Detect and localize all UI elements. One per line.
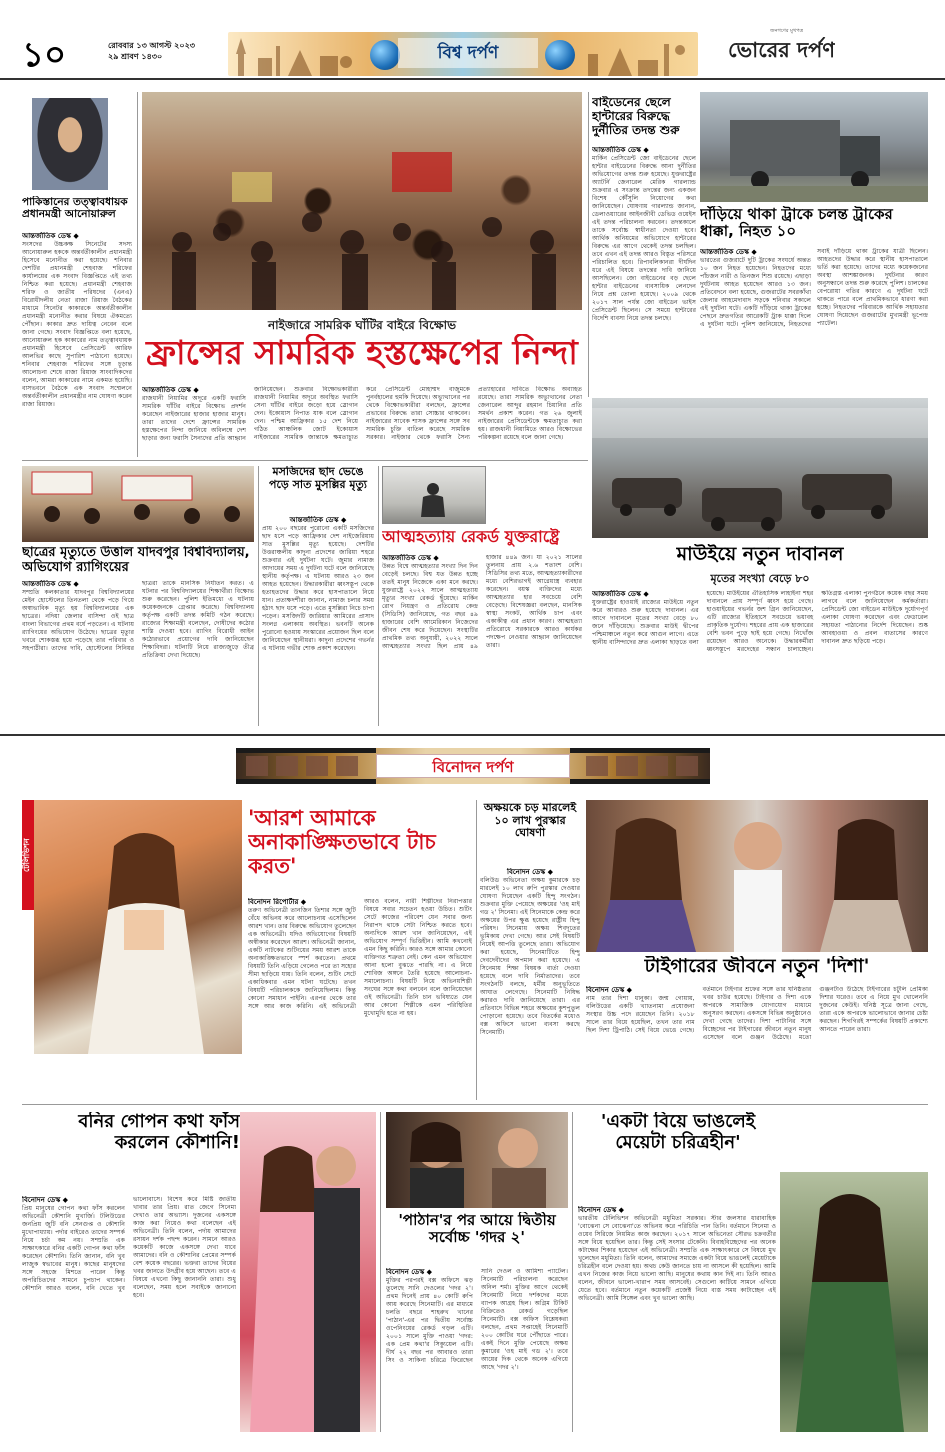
gadar-article — [386, 1268, 568, 1432]
niger-body: রাজধানী নিয়ামির অদূরে একটি ফরাসি সামরিক ঘাঁটির বাইরে বিক্ষোভ প্রদর্শন করেছেন নাইজারের হাজার হাজার মানুষ। তারা তাদের দেশে ফ্রান্সের সামরিক হস্তক্ষেপের নিন্দা জানিয়ে অবিলম্বে দেশ ছাড়ার জন্য ফরাসি সৈন্যদের প্রতি আহ্বান জানিয়েছেন। শুক্রবার বিক্ষোভকারীরা রাজধানী নিয়ামির অদূরে অবস্থিত ফরাসি সেনা ঘাঁটির বাইরে জড়ো হয়ে স্লোগান দেন। ইকোয়াস নিপাত যাক বলে স্লোগান দেন। পশ্চিম আফ্রিকার ১৫ দেশ নিয়ে গঠিত আঞ্চলিক জোট ইকোয়াস নাইজারের সামরিক জান্তাকে ক্ষমতাচ্যুত করে প্রেসিডেন্ট মোহাম্মদ বাজুমকে পুনর্বহালের হুমকি দিয়েছে। অভ্যুত্থানের পর থেকে বিক্ষোভকারীরা বলছেন, ফ্রান্সের প্রভাবের বিরুদ্ধে তারা সোচ্চার থাকবেন। নাইজারের সাবেক শাসক ফ্রান্সের সঙ্গে সব সামরিক চুক্তি বাতিল করেছে সামরিক সরকার। নাইজার থেকে ফরাসি সৈন্য প্রত্যাহারের দাবিতে বিক্ষোভ অব্যাহত রয়েছে। তারা সামরিক অভ্যুত্থানের নেতা জেনারেল আব্দুর রহমান চিয়ানির প্রতি সমর্থন প্রকাশ করেন। গত ২৬ জুলাই নাইজারের প্রেসিডেন্টকে ক্ষমতাচ্যুত করা হয়। রাজধানী নিয়ামিতে আরও বিক্ষোভের পরিকল্পনা রয়েছে বলে জানা গেছে। — [142, 386, 582, 442]
brand-tagline: জনগণের মুখপত্র — [770, 28, 804, 34]
akshay-body: বলিউড অভিনেতা অক্ষয় কুমারকে চড় মারলেই ১০ লাখ রুপি পুরস্কার দেওয়ার ঘোষণা দিয়েছেন একটি হিন্দু সংগঠন। শুক্রবার মুক্তি পেয়েছে অক্ষয়ের 'ওহ মাই গড ২' সিনেমা। এই সিনেমাকে কেন্দ্র করে অক্ষয়ের উপর ক্ষুব্ধ হয়েছে রাষ্ট্রীয় হিন্দু পরিষদ। সিনেমায় অক্ষয় শিবদূতের ভূমিকায় দেখা গেছে। আর সেই বিষয়টি নিয়েই আপত্তি তুলেছে তারা। অভিযোগ করা হয়েছে, সিনেমাটিতে হিন্দু দেবদেবীদের অপমান করা হয়েছে। এ সিনেমায় শিক্ষা বিষয়ক বার্তা দেওয়া হয়েছে বলে দাবি নির্মাতাদের। তবে সংগঠনটি বলছে, ধর্মীয় অনুভূতিতে আঘাত লেগেছে। সিনেমাটি নিষিদ্ধ করারও দাবি জানিয়েছে তারা। এর প্রতিবাদে বিভিন্ন শহরে অক্ষয়ের কুশপুতুল পোড়ানো হয়েছে। তবে বিতর্কের মধ্যেও বক্স অফিসে ভালো ব্যবসা করছে সিনেমাটি। — [480, 877, 580, 1036]
bonny-headline: বনির গোপন কথা ফাঁস করলেন কৌশানি! — [78, 1112, 240, 1153]
maui-byline: আন্তর্জাতিক ডেস্ক ◆ — [592, 590, 649, 598]
date-bengali: ২৯ শ্রাবণ ১৪৩০ — [108, 52, 163, 61]
section-rule — [22, 460, 588, 461]
maui-wildfire-photo — [592, 398, 928, 538]
suicide-article — [382, 554, 582, 726]
column-rule — [572, 1112, 573, 1432]
brand-logo: ভোরের দর্পণ — [728, 37, 836, 62]
biye-headline: 'একটা বিয়ে ভাঙলেই মেয়েটা চরিত্রহীন' — [600, 1112, 756, 1153]
disha-headline: টাইগারের জীবনে নতুন 'দিশা' — [644, 956, 870, 977]
suicide-byline: আন্তর্জাতিক ডেস্ক ◆ — [382, 554, 439, 562]
globe-icon — [370, 40, 400, 70]
jadavpur-protest-photo — [22, 466, 254, 542]
truck-headline: দাঁড়িয়ে থাকা ট্রাকে চলন্ত ট্রাকের ধাক্কা, নিহত ১০ — [700, 206, 893, 241]
gadar-pathaan-photo — [386, 1112, 568, 1208]
globe-icon — [545, 40, 575, 70]
couple-illustration — [240, 1112, 376, 1432]
gadar-headline: 'পাঠান'র পর আয়ে দ্বিতীয় সর্বোচ্চ 'গদর ২' — [398, 1212, 556, 1247]
akshay-article — [480, 868, 580, 1100]
column-rule — [378, 466, 379, 726]
truck-illustration — [700, 92, 928, 202]
disha-article — [586, 986, 928, 1100]
niger-byline: আন্তর্জাতিক ডেস্ক ◆ — [142, 386, 199, 394]
jadavpur-article — [22, 580, 254, 726]
gadar-byline: বিনোদন ডেস্ক ◆ — [386, 1268, 433, 1276]
mosque-article — [262, 516, 374, 726]
date-line — [108, 40, 195, 62]
jadavpur-byline: আন্তর্জাতিক ডেস্ক ◆ — [22, 580, 79, 588]
arosh-headline: 'আরশ আমাকে অনাকাঙ্ক্ষিতভাবে টাচ করত' — [248, 806, 436, 879]
disha-tiger-photo — [586, 800, 928, 952]
gadar-body: মুক্তির পরপরই বক্স অফিসে ঝড় তুলেছে সানি দেওলের 'গদর ২'। প্রথম দিনেই প্রায় ৪০ কোটি রুপি আয় করেছে সিনেমাটি। এর মাধ্যমে চলতি বছরে শাহরুখ খানের 'পাঠান'-এর পর দ্বিতীয় সর্বোচ্চ ওপেনিংয়ের রেকর্ড গড়ল এটি। ২০০১ সালে মুক্তি পাওয়া 'গদর: এক প্রেম কথা'র সিক্যুয়েল এটি। দীর্ঘ ২২ বছর পর আবারও তারা সিং ও সাকিনা চরিত্রে ফিরেছেন সানি দেওল ও আমিশা প্যাটেল। সিনেমাটি পরিচালনা করেছেন অনিল শর্মা। মুক্তির আগে থেকেই সিনেমাটি নিয়ে দর্শকদের মধ্যে ব্যাপক আগ্রহ ছিল। অগ্রিম টিকিট বিক্রিতেও রেকর্ড গড়েছিল সিনেমাটি। বক্স অফিস বিশ্লেষকরা বলছেন, প্রথম সপ্তাহেই সিনেমাটি ২০০ কোটির ঘরে পৌঁছাতে পারে। একই দিনে মুক্তি পেয়েছে অক্ষয় কুমারের 'ওহ মাই গড ২'। তবে আয়ের দিক থেকে অনেক এগিয়ে আছে 'গদর ২'। — [386, 1268, 568, 1371]
disha-body: নাম তার দিশা ধানুকা। জন্ম গোয়ায়, বলিউডের একটি খ্যাতনামা প্রযোজনা সংস্থার উচ্চ পদে রয়েছেন তিনি। ২০১৮ সালে তার বিয়ে হয়েছিল, তখন তার নাম ছিল দিশা ট্রিপাঠি। সেই বিয়ে ভেঙে গেছে। বর্তমানে টাইগার শ্রফের সঙ্গে তার ঘনিষ্ঠতার খবর চাউর হয়েছে। টাইগার ও দিশা একে অপরকে সামাজিক যোগাযোগ মাধ্যমে অনুসরণ করছেন। একসঙ্গে বিভিন্ন অনুষ্ঠানেও দেখা গেছে তাদের। দিশা পাটানির সঙ্গে বিচ্ছেদের পর টাইগারের জীবনে নতুন মানুষ এসেছেন বলে গুঞ্জন উঠেছে। মতো গুঞ্জনটাও উঠেছে টাইগারের চটুলি প্রেমিকা দিশার ঘরেও। তবে এ নিয়ে মুখ খোলেননি দুজনের কেউই। ঘনিষ্ঠ সূত্রে জানা গেছে, তারা একে অপরকে ভালোভাবে জানার চেষ্টা করছেন। শিগগিরই সম্পর্কের বিষয়টি প্রকাশ্যে আনতে পারেন তারা। — [586, 986, 928, 1041]
protest-illustration — [22, 466, 254, 542]
madhumita-photo — [780, 1172, 928, 1432]
pakistan-headline: পাকিস্তানের তত্ত্বাবধায়ক প্রধানমন্ত্রী আনোয়ারুল — [22, 196, 128, 221]
section-rule — [22, 1104, 928, 1105]
maui-headline: মাউইয়ে নতুন দাবানল — [676, 544, 844, 565]
hunter-body: মার্কিন প্রেসিডেন্ট জো বাইডেনের ছেলে হান্টার বাইডেনের বিরুদ্ধে আনা দুর্নীতির অভিযোগের তদন্ত শুরু হয়েছে। যুক্তরাষ্ট্রের অ্যাটর্নি জেনারেল মেরিক গারল্যান্ড শুক্রবার এ সংক্রান্ত তদন্তের জন্য একজন বিশেষ কৌঁসুলি নিয়োগের কথা জানিয়েছেন। ঘোষণায় গারল্যান্ড জানান, ডেলাওয়্যারের আইনজীবী ডেভিড ওয়েইস এই তদন্ত পরিচালনা করবেন। তদন্তকালে তাকে সর্বোচ্চ স্বাধীনতা দেওয়া হবে। আর্থিক অনিয়মের অভিযোগে হান্টারের বিরুদ্ধে এর আগে থেকেই তদন্ত চলছিল। তবে এখন এই তদন্ত আরও বিস্তৃত পরিসরে পরিচালিত হবে। রিপাবলিকানরা দীর্ঘদিন ধরে এই বিষয়ে তদন্তের দাবি জানিয়ে আসছিলেন। জো বাইডেনের বড় ছেলে হান্টার বাইডেনের ব্যবসায়িক লেনদেন নিয়ে প্রশ্ন তোলা হয়েছে। ২০০৯ থেকে ২০১৭ সাল পর্যন্ত জো বাইডেন ভাইস প্রেসিডেন্ট ছিলেন। সে সময়ে হান্টারের বিদেশি ব্যবসা নিয়ে তদন্ত চলছে। — [592, 155, 696, 322]
arosh-body: তরুণ অভিনেত্রী তানজিন তিশার সঙ্গে জুটি বেঁধে অভিনয় করে আলোচনায় এসেছিলেন আরশ খান। তার বিরুদ্ধে অভিযোগ তুলেছেন এক অভিনেত্রী। যদিও অভিযোগের বিষয়টি অস্বীকার করেছেন আরশ। অভিনেত্রী জানান, একটি নাটকের শুটিংয়ের সময় আরশ তাকে অনাকাঙ্ক্ষিতভাবে স্পর্শ করতেন। প্রথমে বিষয়টি তিনি এড়িয়ে গেলেও পরে তা সহ্যের সীমা ছাড়িয়ে যায়। তিনি বলেন, শুটিং সেটে একাধিকবার এমন ঘটনা ঘটেছে। তখন বিষয়টি পরিচালককে জানিয়েছিলাম। কিন্তু কোনো সমাধান পাইনি। এরপর থেকে তার সঙ্গে আর কাজ করিনি। এই অভিনেত্রী আরও বলেন, নারী শিল্পীদের নিরাপত্তার বিষয়ে সবার সচেতন হওয়া উচিত। শুটিং সেটে কাজের পরিবেশ যেন সবার জন্য নিরাপদ থাকে সেটা নিশ্চিত করতে হবে। অন্যদিকে আরশ খান জানিয়েছেন, এই অভিযোগ সম্পূর্ণ ভিত্তিহীন। আমি কখনোই এমন কিছু করিনি। কারও সঙ্গে আমার কোনো ব্যক্তিগত শত্রুতা নেই। কেন এমন অভিযোগ আনা হলো বুঝতে পারছি না। এ নিয়ে শোবিজ অঙ্গনে তৈরি হয়েছে আলোচনা-সমালোচনা। বিষয়টি নিয়ে অভিনয়শিল্পী সংঘের সঙ্গে কথা বলবেন বলে জানিয়েছেন ওই অভিনেত্রী। তিনি চান ভবিষ্যতে যেন আর কোনো শিল্পীকে এমন পরিস্থিতির মুখোমুখি হতে না হয়। — [248, 898, 472, 1017]
bonny-koushani-photo — [240, 1112, 376, 1432]
column-rule — [476, 800, 477, 1100]
disha-byline: বিনোদন ডেস্ক ◆ — [586, 986, 633, 994]
column-rule — [137, 92, 138, 457]
tv-side-label: টেলিভিশন — [22, 838, 31, 872]
column-rule — [258, 466, 259, 726]
truck-article — [700, 248, 928, 396]
mosque-body: প্রায় ২০০ বছরের পুরোনো একটি মসজিদের ছাদ ধসে পড়ে আফ্রিকার দেশ নাইজেরিয়ায় সাত মুসল্লির মৃত্যু হয়েছে। দেশটির উত্তরাঞ্চলীয় কাদুনা প্রদেশের জারিয়া শহরে শুক্রবার এই দুর্ঘটনা ঘটে। জুমার নামাজ আদায়ের সময় এ দুর্ঘটনা ঘটে বলে জানিয়েছে স্থানীয় কর্তৃপক্ষ। এ ঘটনায় আরও ২৩ জন আহত হয়েছেন। উদ্ধারকারীরা ধ্বংসস্তূপ থেকে হতাহতদের উদ্ধার করে হাসপাতালে নিয়ে যান। প্রত্যক্ষদর্শীরা জানান, নামাজ চলার সময় হঠাৎ ছাদ ধসে পড়ে। এতে মুসল্লিরা নিচে চাপা পড়েন। মসজিদটি জারিয়ার আমিরের প্রাসাদ সংলগ্ন এলাকায় অবস্থিত। ভবনটি অনেক পুরোনো হওয়ায় সংস্কারের প্রয়োজন ছিল বলে জানিয়েছেন স্থানীয়রা। কাদুনা প্রদেশের গভর্নর এ ঘটনায় গভীর শোক প্রকাশ করেছেন। — [262, 525, 374, 652]
crowd-illustration — [142, 92, 582, 310]
hunter-headline: বাইডেনের ছেলে হান্টারের বিরুদ্ধে দুর্নীতির তদন্ত শুরু — [592, 96, 680, 137]
sitting-figure-illustration — [383, 467, 486, 524]
actress-portrait-illustration — [780, 1172, 928, 1432]
niger-kicker: নাইজারে সামরিক ঘাঁটির বাইরে বিক্ষোভ — [267, 318, 457, 332]
suicide-body: উন্নত বিশ্বে আত্মহত্যার সংখ্যা দিন দিন বেড়েই চলছে। বিশ্ব যত উন্নত হচ্ছে ততই মানুষ নিজেকে একা মনে করছে। যুক্তরাষ্ট্রে ২০২২ সালে আত্মহত্যায় মৃত্যুর সংখ্যা রেকর্ড ছুঁয়েছে। মার্কিন রোগ নিয়ন্ত্রণ ও প্রতিরোধ কেন্দ্র (সিডিসি) জানিয়েছে, গত বছর ৪৯ হাজারের বেশি আমেরিকান নিজেদের জীবন শেষ করে দিয়েছেন। সংস্থাটির প্রাথমিক তথ্য অনুযায়ী, ২০২২ সালে আত্মহত্যার সংখ্যা ছিল প্রায় ৪৯ হাজার ৪৪৯ জন। যা ২০২১ সালের তুলনায় প্রায় ২.৬ শতাংশ বেশি। সিডিসির তথ্য মতে, আত্মহত্যাকারীদের মধ্যে বেশিরভাগই আগ্নেয়াস্ত্র ব্যবহার করেছেন। বয়স্ক ব্যক্তিদের মধ্যে আত্মহত্যার হার সবচেয়ে বেশি বেড়েছে। বিশেষজ্ঞরা বলছেন, মানসিক স্বাস্থ্য সংকট, আর্থিক চাপ এবং একাকীত্ব এর প্রধান কারণ। আত্মহত্যা প্রতিরোধে সরকারকে আরও কার্যকর পদক্ষেপ নেওয়ার আহ্বান জানিয়েছেন তারা। — [382, 554, 582, 650]
bonny-article — [22, 1196, 236, 1432]
biye-body: ভারতীয় টেলিভিশন অভিনেত্রী মধুমিতা সরকার। স্টার জলসার ধারাবাহিক 'বোঝেনা সে বোঝেনা'তে অভিনয় করে পরিচিতি পান তিনি। বর্তমানে সিনেমা ও ওয়েব সিরিজে নিয়মিত কাজ করছেন। ২০১৭ সালে অভিনেতা সৌরভ চক্রবর্তীর সঙ্গে বিয়ে হয়েছিল তার। কিন্তু সেই সংসার টেকেনি। বিবাহবিচ্ছেদের পর অনেক কটাক্ষের শিকার হয়েছেন এই অভিনেত্রী। সম্প্রতি এক সাক্ষাৎকারে সে বিষয়ে মুখ খুলেছেন মধুমিতা। তিনি বলেন, আমাদের সমাজে একটা বিয়ে ভাঙলেই মেয়েটাকে চরিত্রহীন বলে দেওয়া হয়। অথচ কেউ জানতে চায় না আসলে কী হয়েছিল। আমি এখন নিজের কাজ নিয়ে ভালো আছি। মানুষের কথায় কান দিই না। তিনি আরও বলেন, জীবনে ভালো-খারাপ সময় আসবেই। সেগুলো কাটিয়ে সামনে এগিয়ে যেতে হবে। বর্তমানে নতুন কয়েকটি প্রজেক্ট নিয়ে ব্যস্ত সময় কাটাচ্ছেন এই অভিনেত্রী। আমি সিঙ্গেল এবং খুব ভালো আছি। — [578, 1215, 776, 1302]
hunter-article — [592, 146, 696, 396]
truck-body: ভারতের গুজরাটে দুটি ট্রাকের সংঘর্ষে অন্তত ১০ জন নিহত হয়েছেন। নিহতদের মধ্যে পাঁচজন নারী ও তিনজন শিশু রয়েছে। এছাড়া দুর্ঘটনায় আহত হয়েছেন আরও ১৩ জন। প্রতিবেদনে বলা হয়েছে, গুজরাটের সবরকাঁথা জেলার আহমেদাবাদ সড়কে শনিবার সকালে এই দুর্ঘটনা ঘটে। একটি দাঁড়িয়ে থাকা ট্রাকের পেছনে দ্রুতগতির আরেকটি ট্রাক ধাক্কা দিলে এ দুর্ঘটনা ঘটে। পুলিশ জানিয়েছে, নিহতদের সবাই দাঁড়িয়ে থাকা ট্রাকের যাত্রী ছিলেন। আহতদের উদ্ধার করে স্থানীয় হাসপাতালে ভর্তি করা হয়েছে। তাদের মধ্যে কয়েকজনের অবস্থা আশঙ্কাজনক। দুর্ঘটনার কারণ অনুসন্ধানে তদন্ত শুরু করেছে পুলিশ। চালকের বেপরোয়া গতির কারণে এ দুর্ঘটনা ঘটে থাকতে পারে বলে প্রাথমিকভাবে ধারণা করা হচ্ছে। নিহতদের পরিবারকে আর্থিক সহায়তার ঘোষণা দিয়েছেন গুজরাটের মুখ্যমন্ত্রী ভূপেন্দ্র প্যাটেল। — [700, 248, 928, 328]
column-rule — [380, 1112, 381, 1432]
biye-byline: বিনোদন ডেস্ক ◆ — [578, 1206, 625, 1214]
page-number: ১০ — [22, 35, 67, 75]
niger-headline: ফ্রান্সের সামরিক হস্তক্ষেপের নিন্দা — [146, 334, 578, 372]
hunter-byline: আন্তর্জাতিক ডেস্ক ◆ — [592, 146, 649, 154]
pakistan-byline: আন্তর্জাতিক ডেস্ক ◆ — [22, 232, 79, 240]
suicide-photo — [382, 466, 486, 524]
column-rule — [588, 92, 589, 397]
entertainment-title: বিনোদন দর্পণ — [376, 754, 570, 778]
akshay-byline: বিনোদন ডেস্ক ◆ — [506, 868, 554, 876]
maui-body: যুক্তরাষ্ট্রের হাওয়াই রাজ্যের মাউইয়ে নতুন করে আবারও শুরু হয়েছে দাবানল। এর আগে দাবানলে মৃতের সংখ্যা বেড়ে ৮০ জনে দাঁড়িয়েছে। শুক্রবার মাউই দ্বীপের পশ্চিমাঞ্চলে নতুন করে আগুন লাগে। এতে স্থানীয় বাসিন্দাদের দ্রুত এলাকা ছাড়তে বলা হয়েছে। মাউইয়ের ঐতিহাসিক লাহাইনা শহর দাবানলে প্রায় সম্পূর্ণ ধ্বংস হয়ে গেছে। হাওয়াইয়ের গভর্নর জশ গ্রিন জানিয়েছেন, এটি রাজ্যের ইতিহাসে সবচেয়ে ভয়াবহ প্রাকৃতিক দুর্যোগ। শহরের প্রায় এক হাজারের বেশি ভবন পুড়ে ছাই হয়ে গেছে। নিখোঁজ রয়েছেন আরও অনেকে। উদ্ধারকর্মীরা ধ্বংসস্তূপে মরদেহের সন্ধান চালাচ্ছেন। ক্ষতিগ্রস্ত এলাকা পুনর্গঠনে কয়েক বছর সময় লাগবে বলে জানিয়েছেন কর্মকর্তারা। প্রেসিডেন্ট জো বাইডেন মাউইকে দুর্যোগপূর্ণ এলাকা ঘোষণা করেছেন এবং ফেডারেল সহায়তা পাঠানোর নির্দেশ দিয়েছেন। শুষ্ক আবহাওয়া ও প্রবল বাতাসের কারণে দাবানল দ্রুত ছড়িয়ে পড়ে। — [592, 590, 928, 653]
pakistan-body: সংসদের উচ্চকক্ষ সিনেটের সদস্য আনোয়ারুল হককে অন্তর্বর্তীকালীন প্রধানমন্ত্রী হিসেবে মনোনীত করা হয়েছে। শনিবার দেশটির প্রধানমন্ত্রী শেহবাজ শরিফের কার্যালয়ের এক সংবাদ বিজ্ঞপ্তিতে এই তথ্য নিশ্চিত করা হয়েছে। প্রধানমন্ত্রী শেহবাজ শরিফ ও জাতীয় পরিষদের (এনএ) বিরোধীদলীয় নেতা রাজা রিয়াজ বৈঠকের মাধ্যমে সিনেটর কাকারকে অন্তর্বর্তীকালীন প্রধানমন্ত্রী মনোনীত করার বিষয়ে ঐকমত্যে পৌঁছান। কাকার দ্রুত দায়িত্ব নেবেন বলে জানা গেছে। সংবাদ বিজ্ঞপ্তিতে বলা হয়েছে, আনোয়ারুল হক কাকারের নাম তত্ত্বাবধায়ক প্রধানমন্ত্রী হিসেবে প্রেসিডেন্ট আরিফ আলভির কাছে সুপারিশ পাঠানো হয়েছে। শনিবার শেহবাজ শরিফের সঙ্গে চূড়ান্ত আলোচনা শেষে রাজা রিয়াজ সাংবাদিকদের বলেন, আমরা কাকারের নামে একমত হয়েছি। বাসভবনে বৈঠকে এক সংবাদ সম্মেলনে অন্তর্বর্তীকালীন প্রধানমন্ত্রীর নাম ঘোষণা করেন রাজা রিয়াজ। — [22, 241, 132, 408]
niger-protest-photo — [142, 92, 582, 310]
trio-illustration — [586, 800, 928, 952]
actress-illustration — [34, 800, 242, 1054]
arosh-byline: বিনোদন রিপোর্টার ◆ — [248, 898, 307, 906]
suicide-headline: আত্মহত্যায় রেকর্ড যুক্তরাষ্ট্রে — [382, 528, 560, 546]
akshay-headline: অক্ষয়কে চড় মারলেই ১০ লাখ পুরস্কার ঘোষণা — [483, 802, 577, 840]
truck-byline: আন্তর্জাতিক ডেস্ক ◆ — [700, 248, 757, 256]
burnt-cars-illustration — [592, 398, 928, 538]
two-actors-illustration — [386, 1112, 568, 1208]
section-title: বিশ্ব দর্পণ — [398, 38, 538, 68]
jadavpur-body: সম্প্রতি কলকাতার যাদবপুর বিশ্ববিদ্যালয়ের মেইন হোস্টেলের তিনতলা থেকে পড়ে গিয়ে অস্বাভাবিক মৃত্যু হয় বিশ্ববিদ্যালয়ের এক ছাত্রের। নদিয়া জেলার বাসিন্দা ওই ছাত্র বাংলা বিভাগের প্রথম বর্ষে পড়তেন। এ ঘটনায় র‍্যাগিংয়ের অভিযোগ উঠেছে। ছাত্রের মৃত্যুর খবরে শোকস্তব্ধ হয়ে পড়েছে তার পরিবার ও সহপাঠীরা। তাদের দাবি, হোস্টেলের সিনিয়র ছাত্ররা তাকে মানসিক নির্যাতন করত। এ ঘটনার পর বিশ্ববিদ্যালয়ের শিক্ষার্থীরা বিক্ষোভ শুরু করেছেন। পুলিশ ইতিমধ্যে এ ঘটনায় কয়েকজনকে গ্রেপ্তার করেছে। বিশ্ববিদ্যালয় কর্তৃপক্ষ একটি তদন্ত কমিটি গঠন করেছে। রাজ্যের শিক্ষামন্ত্রী বলেছেন, দোষীদের কঠোর শাস্তি দেওয়া হবে। র‍্যাগিং বিরোধী আইন কঠোরভাবে প্রয়োগের দাবি জানিয়েছেন শিক্ষাবিদরা। ঘটনাটি নিয়ে রাজ্যজুড়ে তীব্র প্রতিক্রিয়া দেখা দিয়েছে। — [22, 580, 254, 659]
pakistan-article — [22, 232, 132, 456]
arosh-actress-photo — [34, 800, 242, 1054]
section-divider — [0, 734, 945, 736]
maui-subhead: মৃতের সংখ্যা বেড়ে ৮০ — [710, 572, 810, 585]
masthead — [0, 0, 945, 78]
date-gregorian: রোববার ১৩ আগস্ট ২০২৩ — [108, 41, 195, 50]
bonny-byline: বিনোদন ডেস্ক ◆ — [22, 1196, 69, 1204]
mosque-headline: মসজিদের ছাদ ভেঙে পড়ে সাত মুসল্লির মৃত্যু — [269, 466, 367, 491]
bonny-body: প্রিয় মানুষের গোপন কথা ফাঁস করলেন অভিনেত্রী কৌশানি মুখার্জি। টলিউডের জনপ্রিয় জুটি বনি সেনগুপ্ত ও কৌশানি মুখোপাধ্যায়। পর্দার বাইরেও তাদের সম্পর্ক নিয়ে চর্চা কম নয়। সম্প্রতি এক সাক্ষাৎকারে বনির একটি গোপন কথা ফাঁস করেছেন কৌশানি। তিনি জানান, বনি খুব লাজুক স্বভাবের মানুষ। কাছের মানুষদের সঙ্গে সহজে মিশতে পারেন কিন্তু অপরিচিতদের সামনে চুপচাপ থাকেন। কৌশানি আরও বলেন, বনি খেতে খুব ভালোবাসে। বিশেষ করে মিষ্টি জাতীয় খাবার তার প্রিয়। রাত জেগে সিনেমা দেখাও তার অভ্যাস। দুজনের একসঙ্গে কাজ করা নিয়েও কথা বলেছেন এই অভিনেত্রী। তিনি বলেন, পর্দায় আমাদের রসায়ন দর্শক পছন্দ করেন। সামনে আরও কয়েকটি কাজে একসঙ্গে দেখা যাবে আমাদের। বনি ও কৌশানির প্রেমের সম্পর্ক বেশ কয়েক বছরের। ভক্তরা তাদের বিয়ের খবর জানতে উদগ্রীব হয়ে আছেন। তবে এ বিষয়ে এখনো কিছু জানাননি তারা। শুধু বলেছেন, সময় হলে সবাইকে জানানো হবে। — [22, 1196, 236, 1299]
masthead-rule — [0, 78, 945, 80]
niger-article — [142, 386, 582, 456]
truck-crash-photo — [700, 92, 928, 202]
maui-article — [592, 590, 928, 726]
jadavpur-headline: ছাত্রের মৃত্যুতে উত্তাল যাদবপুর বিশ্ববিদ্যালয়, অভিযোগ র‍্যাগিংয়ের — [22, 546, 250, 575]
arosh-article — [248, 898, 472, 1054]
mosque-byline: আন্তর্জাতিক ডেস্ক ◆ — [289, 516, 347, 524]
anwarul-photo — [32, 98, 108, 190]
biye-article — [578, 1206, 776, 1432]
